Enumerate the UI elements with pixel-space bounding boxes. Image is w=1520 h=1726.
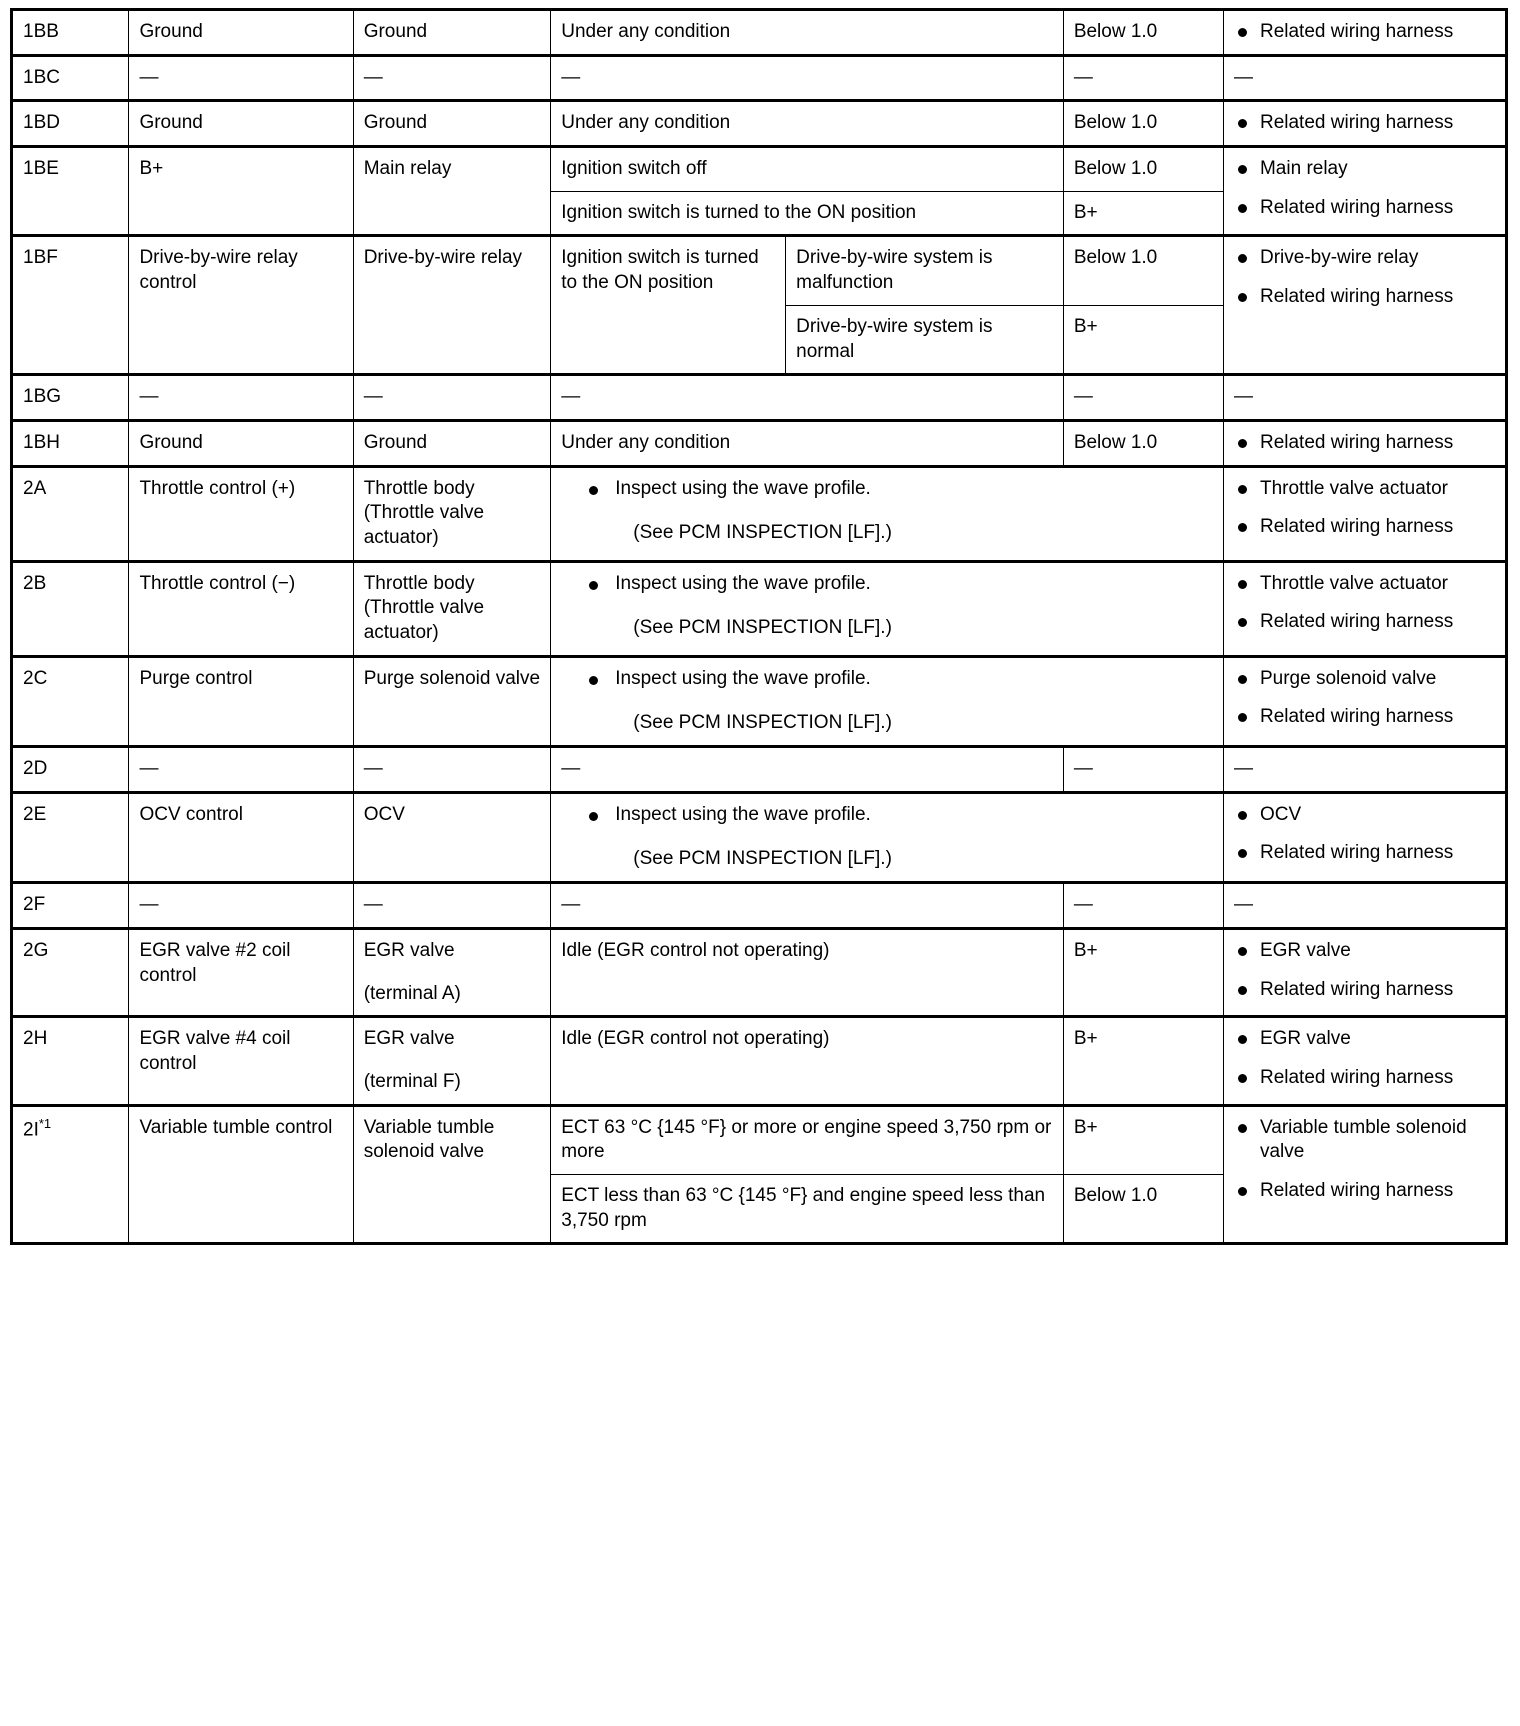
cell-terminal: 1BB — [12, 10, 129, 56]
list-item: Related wiring harness — [1234, 978, 1496, 1003]
inspection-list — [1234, 1116, 1496, 1204]
connected-to-main: EGR valve — [363, 939, 455, 961]
wave-note-ref: (See PCM INSPECTION [LF].) — [633, 848, 892, 870]
cell-inspection — [1223, 236, 1506, 375]
list-item: Purge solenoid valve — [1234, 667, 1496, 692]
inspection-list — [1234, 20, 1496, 45]
list-item: Related wiring harness — [1234, 610, 1496, 635]
cell-inspection — [1223, 466, 1506, 561]
cell-terminal: 2E — [12, 792, 129, 882]
cell-condition: Under any condition — [551, 101, 1064, 147]
cell-voltage: — — [1063, 375, 1223, 421]
list-item: EGR valve — [1234, 1027, 1496, 1052]
list-item: OCV — [1234, 803, 1496, 828]
cell-condition: Idle (EGR control not operating) — [551, 1017, 1064, 1105]
list-item: Related wiring harness — [1234, 705, 1496, 730]
wave-note-text: Inspect using the wave profile. — [615, 572, 871, 594]
cell-connected-to — [353, 1017, 551, 1105]
cell-signal: — — [129, 747, 353, 793]
cell-inspection — [1223, 1017, 1506, 1105]
cell-terminal: 1BC — [12, 55, 129, 101]
table-row — [12, 883, 1507, 929]
cell-condition: — — [551, 883, 1064, 929]
cell-connected-to: Purge solenoid valve — [353, 656, 551, 746]
wave-note-ref: (See PCM INSPECTION [LF].) — [633, 522, 892, 544]
table-row — [12, 236, 1507, 305]
wave-note — [561, 803, 1214, 872]
cell-terminal: 2A — [12, 466, 129, 561]
wave-note — [561, 477, 1214, 546]
table-row — [12, 747, 1507, 793]
cell-signal: Throttle control (+) — [129, 466, 353, 561]
cell-connected-to — [353, 928, 551, 1016]
cell-voltage: Below 1.0 — [1063, 147, 1223, 192]
cell-terminal: 1BE — [12, 147, 129, 236]
list-item: Drive-by-wire relay — [1234, 246, 1496, 271]
cell-inspection — [1223, 928, 1506, 1016]
wave-note-text: Inspect using the wave profile. — [615, 667, 871, 689]
cell-condition-sub: Drive-by-wire system is malfunction — [786, 236, 1064, 305]
cell-inspection — [1223, 1105, 1506, 1244]
cell-voltage: B+ — [1063, 1017, 1223, 1105]
cell-condition: Ignition switch is turned to the ON position — [551, 191, 1064, 236]
cell-connected-to: — — [353, 883, 551, 929]
cell-terminal: 1BD — [12, 101, 129, 147]
cell-inspection — [1223, 10, 1506, 56]
cell-condition: Ignition switch off — [551, 147, 1064, 192]
inspection-list — [1234, 572, 1496, 635]
table-row — [12, 101, 1507, 147]
cell-condition: — — [551, 747, 1064, 793]
list-item: Related wiring harness — [1234, 285, 1496, 310]
inspection-list — [1234, 1027, 1496, 1090]
list-item: Related wiring harness — [1234, 515, 1496, 540]
cell-condition: Under any condition — [551, 10, 1064, 56]
cell-signal: — — [129, 375, 353, 421]
inspection-list — [1234, 111, 1496, 136]
terminal-label: 2I — [23, 1118, 39, 1140]
cell-signal: OCV control — [129, 792, 353, 882]
list-item: EGR valve — [1234, 939, 1496, 964]
connected-to-sub: (terminal A) — [363, 982, 461, 1004]
connected-to-sub: (terminal F) — [363, 1070, 461, 1092]
cell-voltage: — — [1063, 883, 1223, 929]
cell-voltage: B+ — [1063, 1105, 1223, 1174]
list-item: Variable tumble solenoid valve — [1234, 1116, 1496, 1165]
cell-terminal: 1BH — [12, 420, 129, 466]
cell-inspection — [1223, 792, 1506, 882]
cell-condition — [551, 656, 1224, 746]
table-row — [12, 147, 1507, 192]
inspection-list — [1234, 667, 1496, 730]
cell-inspection: — — [1223, 375, 1506, 421]
cell-terminal: 1BG — [12, 375, 129, 421]
table-row — [12, 561, 1507, 656]
cell-terminal — [12, 1105, 129, 1244]
cell-signal: Ground — [129, 10, 353, 56]
cell-voltage: Below 1.0 — [1063, 236, 1223, 305]
list-item: Related wiring harness — [1234, 1179, 1496, 1204]
inspection-list — [1234, 939, 1496, 1002]
list-item: Related wiring harness — [1234, 841, 1496, 866]
table-row — [12, 375, 1507, 421]
table-row — [12, 10, 1507, 56]
cell-connected-to: — — [353, 375, 551, 421]
cell-connected-to: Main relay — [353, 147, 551, 236]
cell-signal: — — [129, 883, 353, 929]
list-item: Main relay — [1234, 157, 1496, 182]
cell-condition: — — [551, 375, 1064, 421]
cell-signal: EGR valve #2 coil control — [129, 928, 353, 1016]
list-item: Related wiring harness — [1234, 111, 1496, 136]
cell-connected-to: Ground — [353, 101, 551, 147]
cell-connected-to: Variable tumble solenoid valve — [353, 1105, 551, 1244]
cell-connected-to: — — [353, 747, 551, 793]
cell-connected-to: Throttle body (Throttle valve actuator) — [353, 561, 551, 656]
cell-terminal: 2D — [12, 747, 129, 793]
cell-condition: Idle (EGR control not operating) — [551, 928, 1064, 1016]
cell-voltage: Below 1.0 — [1063, 420, 1223, 466]
inspection-list — [1234, 246, 1496, 309]
cell-terminal: 1BF — [12, 236, 129, 375]
cell-signal: Ground — [129, 420, 353, 466]
cell-voltage: — — [1063, 747, 1223, 793]
cell-signal: Drive-by-wire relay control — [129, 236, 353, 375]
cell-connected-to: Throttle body (Throttle valve actuator) — [353, 466, 551, 561]
cell-connected-to: Ground — [353, 10, 551, 56]
cell-voltage: Below 1.0 — [1063, 10, 1223, 56]
list-item: Related wiring harness — [1234, 20, 1496, 45]
list-item: Related wiring harness — [1234, 431, 1496, 456]
cell-condition: ECT 63 °C {145 °F} or more or engine speed 3,750 rpm or more — [551, 1105, 1064, 1174]
cell-inspection — [1223, 656, 1506, 746]
wave-note-ref: (See PCM INSPECTION [LF].) — [633, 617, 892, 639]
cell-condition-sub: Drive-by-wire system is normal — [786, 305, 1064, 374]
cell-inspection — [1223, 561, 1506, 656]
cell-terminal: 2C — [12, 656, 129, 746]
cell-terminal: 2B — [12, 561, 129, 656]
cell-signal: B+ — [129, 147, 353, 236]
cell-signal: Variable tumble control — [129, 1105, 353, 1244]
inspection-list — [1234, 477, 1496, 540]
list-item: Throttle valve actuator — [1234, 572, 1496, 597]
cell-condition: Under any condition — [551, 420, 1064, 466]
list-item: Related wiring harness — [1234, 1066, 1496, 1091]
inspection-list — [1234, 431, 1496, 456]
cell-terminal: 2G — [12, 928, 129, 1016]
cell-voltage: B+ — [1063, 305, 1223, 374]
table-row — [12, 1017, 1507, 1105]
cell-signal: Throttle control (−) — [129, 561, 353, 656]
table-row — [12, 928, 1507, 1016]
cell-signal: EGR valve #4 coil control — [129, 1017, 353, 1105]
cell-signal: Purge control — [129, 656, 353, 746]
cell-connected-to: OCV — [353, 792, 551, 882]
pcm-terminal-table — [10, 8, 1508, 1245]
cell-voltage: — — [1063, 55, 1223, 101]
cell-inspection — [1223, 420, 1506, 466]
cell-condition — [551, 561, 1224, 656]
inspection-list — [1234, 803, 1496, 866]
wave-note — [561, 667, 1214, 736]
connected-to-main: EGR valve — [363, 1028, 455, 1050]
cell-condition-main: Ignition switch is turned to the ON position — [551, 236, 786, 375]
cell-voltage: B+ — [1063, 928, 1223, 1016]
wave-note — [561, 572, 1214, 641]
wave-note-text: Inspect using the wave profile. — [615, 477, 871, 499]
table-row — [12, 466, 1507, 561]
list-item: Related wiring harness — [1234, 196, 1496, 221]
cell-inspection: — — [1223, 883, 1506, 929]
cell-inspection — [1223, 101, 1506, 147]
table-row — [12, 1105, 1507, 1174]
cell-voltage: Below 1.0 — [1063, 101, 1223, 147]
terminal-footnote-marker: *1 — [38, 1115, 52, 1131]
cell-condition: ECT less than 63 °C {145 °F} and engine speed less than 3,750 rpm — [551, 1174, 1064, 1243]
cell-condition — [551, 792, 1224, 882]
table-row — [12, 792, 1507, 882]
cell-connected-to: Ground — [353, 420, 551, 466]
cell-connected-to: — — [353, 55, 551, 101]
list-item: Throttle valve actuator — [1234, 477, 1496, 502]
table-row — [12, 420, 1507, 466]
cell-signal: — — [129, 55, 353, 101]
inspection-list — [1234, 157, 1496, 220]
cell-inspection: — — [1223, 55, 1506, 101]
cell-inspection: — — [1223, 747, 1506, 793]
cell-condition: — — [551, 55, 1064, 101]
cell-terminal: 2H — [12, 1017, 129, 1105]
wave-note-text: Inspect using the wave profile. — [615, 803, 871, 825]
cell-signal: Ground — [129, 101, 353, 147]
table-row — [12, 656, 1507, 746]
cell-inspection — [1223, 147, 1506, 236]
cell-voltage: Below 1.0 — [1063, 1174, 1223, 1243]
wave-note-ref: (See PCM INSPECTION [LF].) — [633, 712, 892, 734]
cell-condition — [551, 466, 1224, 561]
cell-terminal: 2F — [12, 883, 129, 929]
table-row — [12, 55, 1507, 101]
cell-voltage: B+ — [1063, 191, 1223, 236]
cell-connected-to: Drive-by-wire relay — [353, 236, 551, 375]
